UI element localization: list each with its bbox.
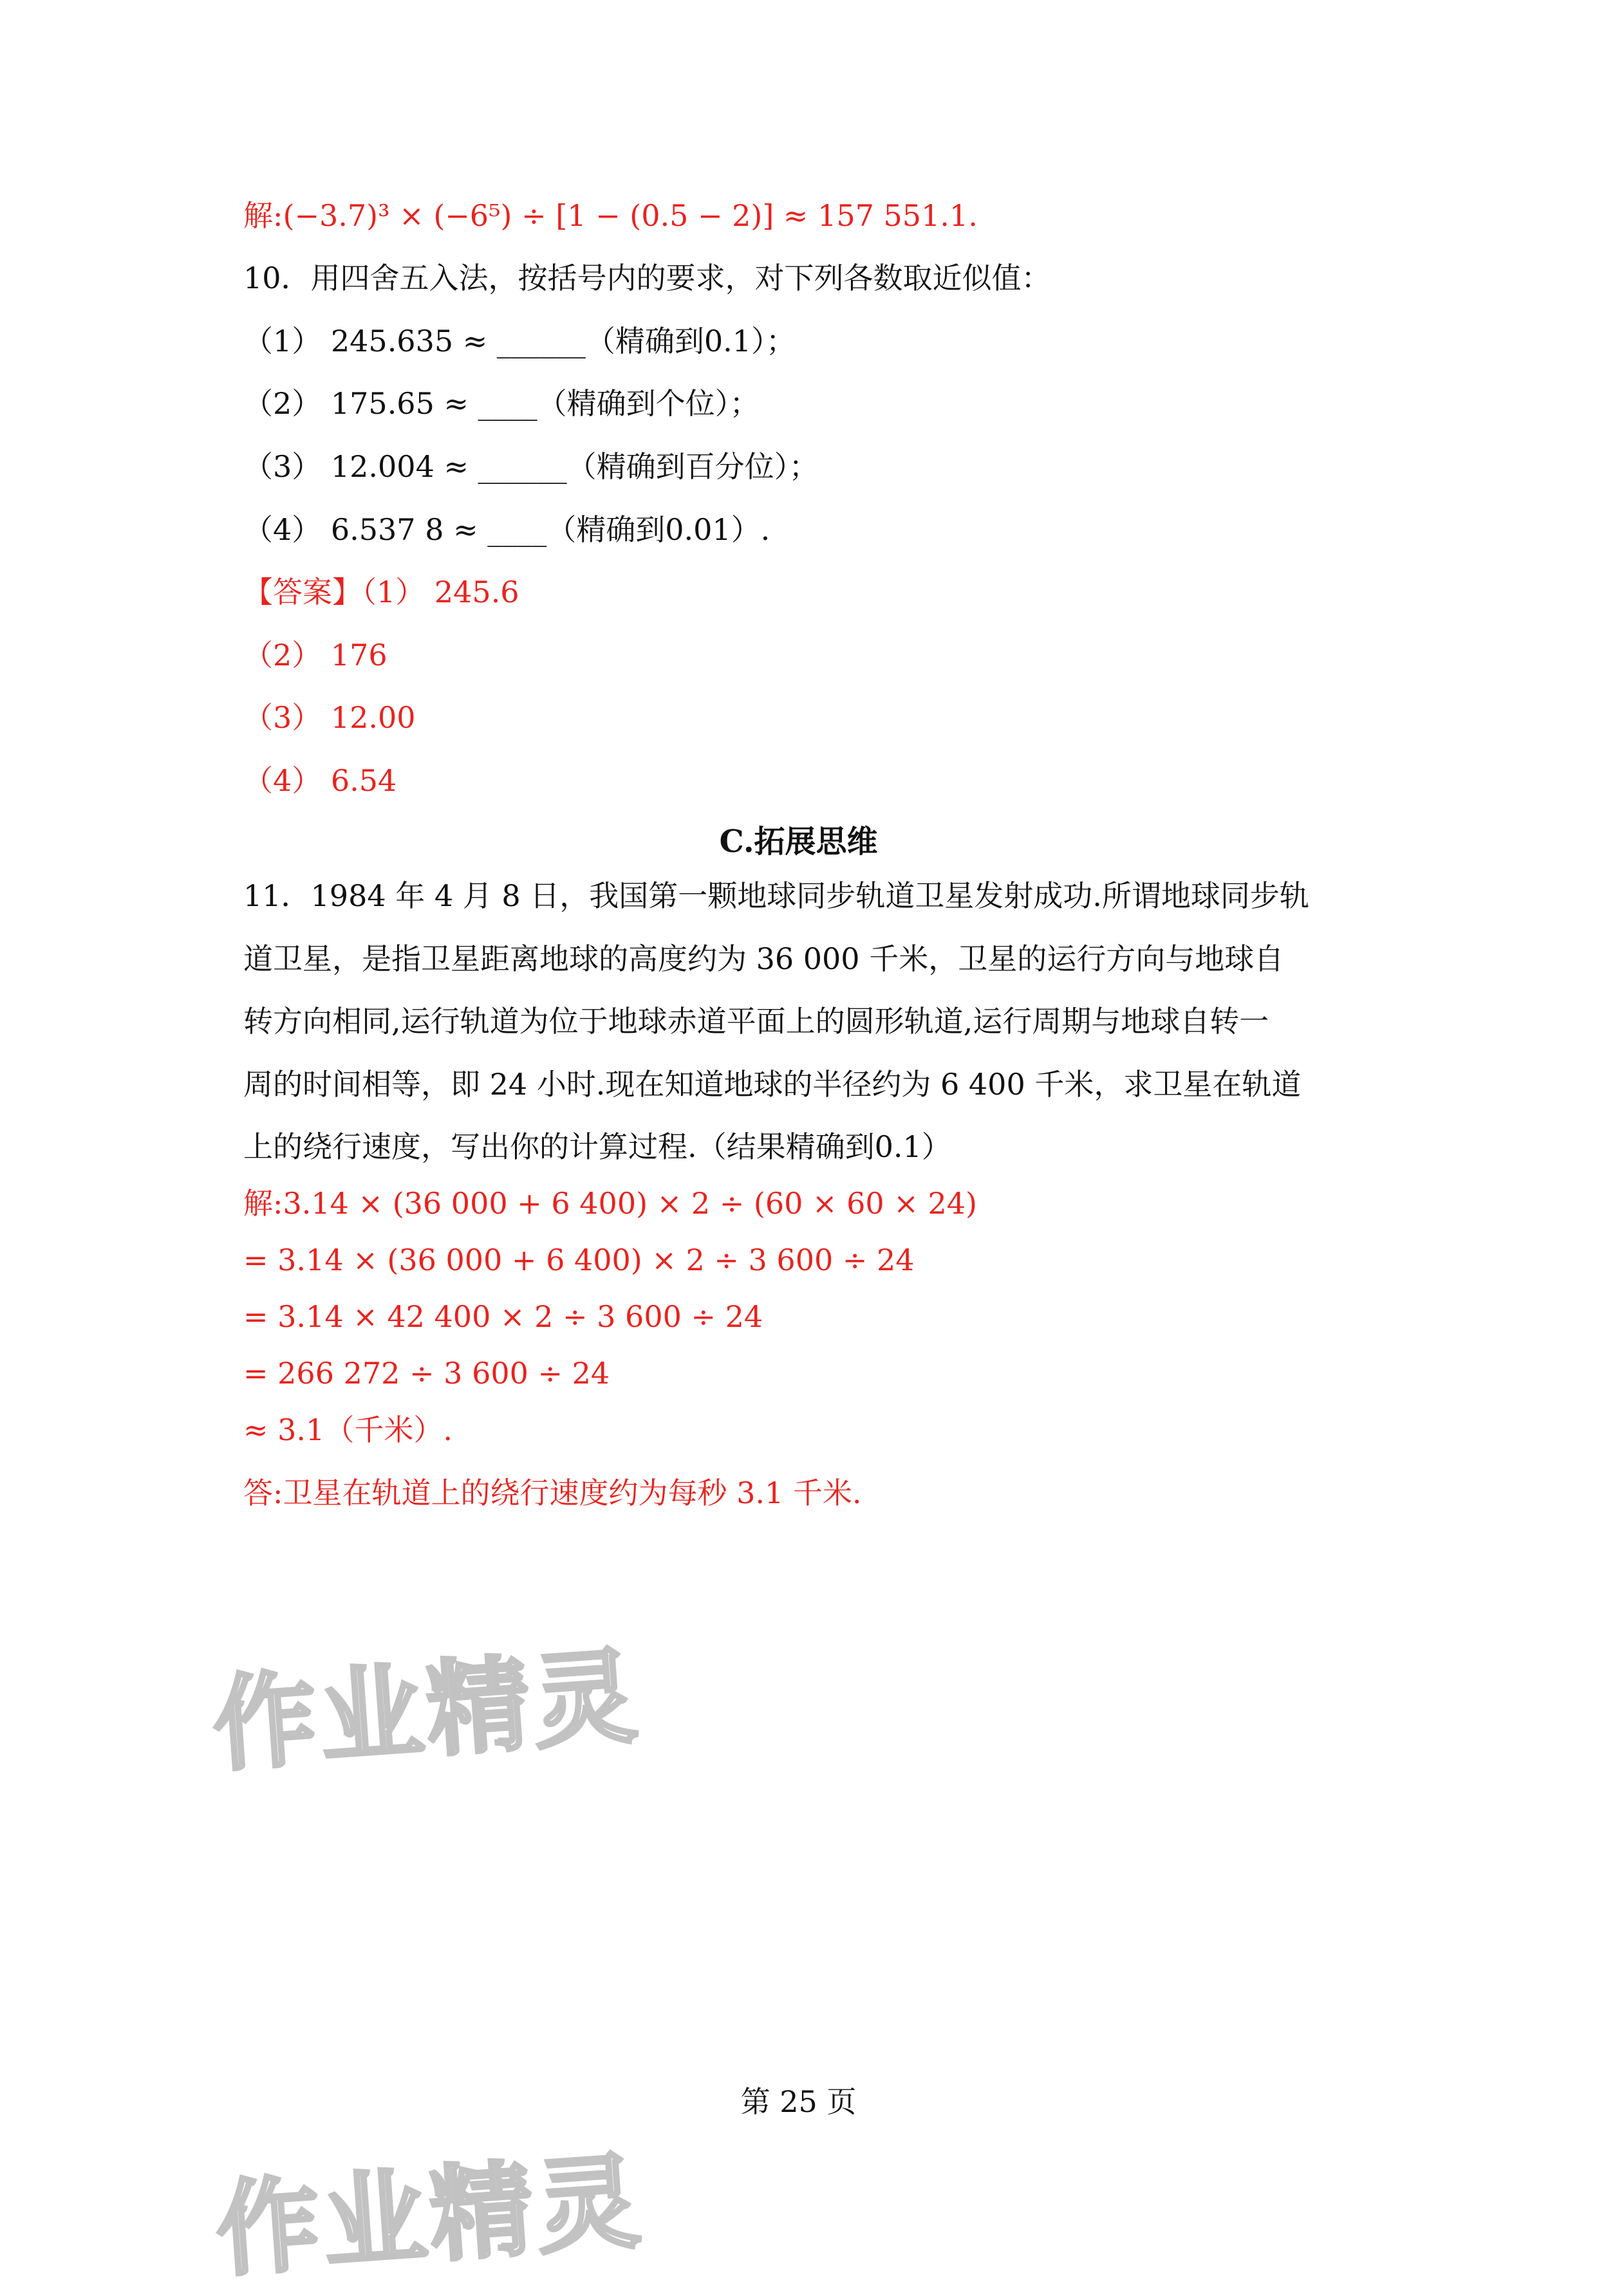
answer-10-item-4: （4） 6.54 xyxy=(243,763,397,798)
solution-11-line-1: 解:3.14 × (36 000 + 6 400) × 2 ÷ (60 × 60 × 24) xyxy=(243,1186,977,1221)
answer-10-item-2: （2） 176 xyxy=(243,638,388,672)
watermark-logo: 作业精灵 xyxy=(209,1636,644,1786)
solution-11-line-3: = 3.14 × 42 400 × 2 ÷ 3 600 ÷ 24 xyxy=(243,1299,763,1334)
answer-10-item-1: 【答案】（1） 245.6 xyxy=(243,575,519,609)
question-10-item-1: （1） 245.635 ≈ ______（精确到0.1）； xyxy=(243,324,796,358)
question-10-item-4: （4） 6.537 8 ≈ ____（精确到0.01）. xyxy=(243,512,770,547)
answer-10-item-3: （3） 12.00 xyxy=(243,700,416,735)
solution-11-line-4: = 266 272 ÷ 3 600 ÷ 24 xyxy=(243,1356,610,1391)
question-10-stem: 10．用四舍五入法，按括号内的要求，对下列各数取近似值： xyxy=(243,261,1051,295)
question-11-line-2: 道卫星，是指卫星距离地球的高度约为 36 000 千米，卫星的运行方向与地球自 xyxy=(243,941,1284,976)
question-10-item-3: （3） 12.004 ≈ ______（精确到百分位）； xyxy=(243,449,819,484)
section-heading: C.拓展思维 xyxy=(719,824,878,860)
solution-11-line-5: ≈ 3.1（千米）. xyxy=(243,1412,453,1447)
question-11-line-5: 上的绕行速度，写出你的计算过程.（结果精确到0.1） xyxy=(243,1129,951,1164)
solution-9-line: 解:(−3.7)³ × (−6⁵) ÷ [1 − (0.5 − 2)] ≈ 157 551.1. xyxy=(243,198,978,233)
watermark-logo: 作业精灵 xyxy=(212,2141,648,2291)
question-11-line-4: 周的时间相等，即 24 小时.现在知道地球的半径约为 6 400 千米，求卫星在轨道 xyxy=(243,1067,1302,1102)
question-11-line-3: 转方向相同,运行轨道为位于地球赤道平面上的圆形轨道,运行周期与地球自转一 xyxy=(243,1004,1269,1039)
page-number: 第 25 页 xyxy=(740,2084,857,2119)
question-11-line-1: 11．1984 年 4 月 8 日，我国第一颗地球同步轨道卫星发射成功.所谓地球同步轨 xyxy=(243,878,1309,913)
solution-11-final-answer: 答:卫星在轨道上的绕行速度约为每秒 3.1 千米. xyxy=(243,1476,862,1510)
solution-11-line-2: = 3.14 × (36 000 + 6 400) × 2 ÷ 3 600 ÷ 24 xyxy=(243,1243,915,1277)
question-10-item-2: （2） 175.65 ≈ ____（精确到个位）； xyxy=(243,386,760,421)
